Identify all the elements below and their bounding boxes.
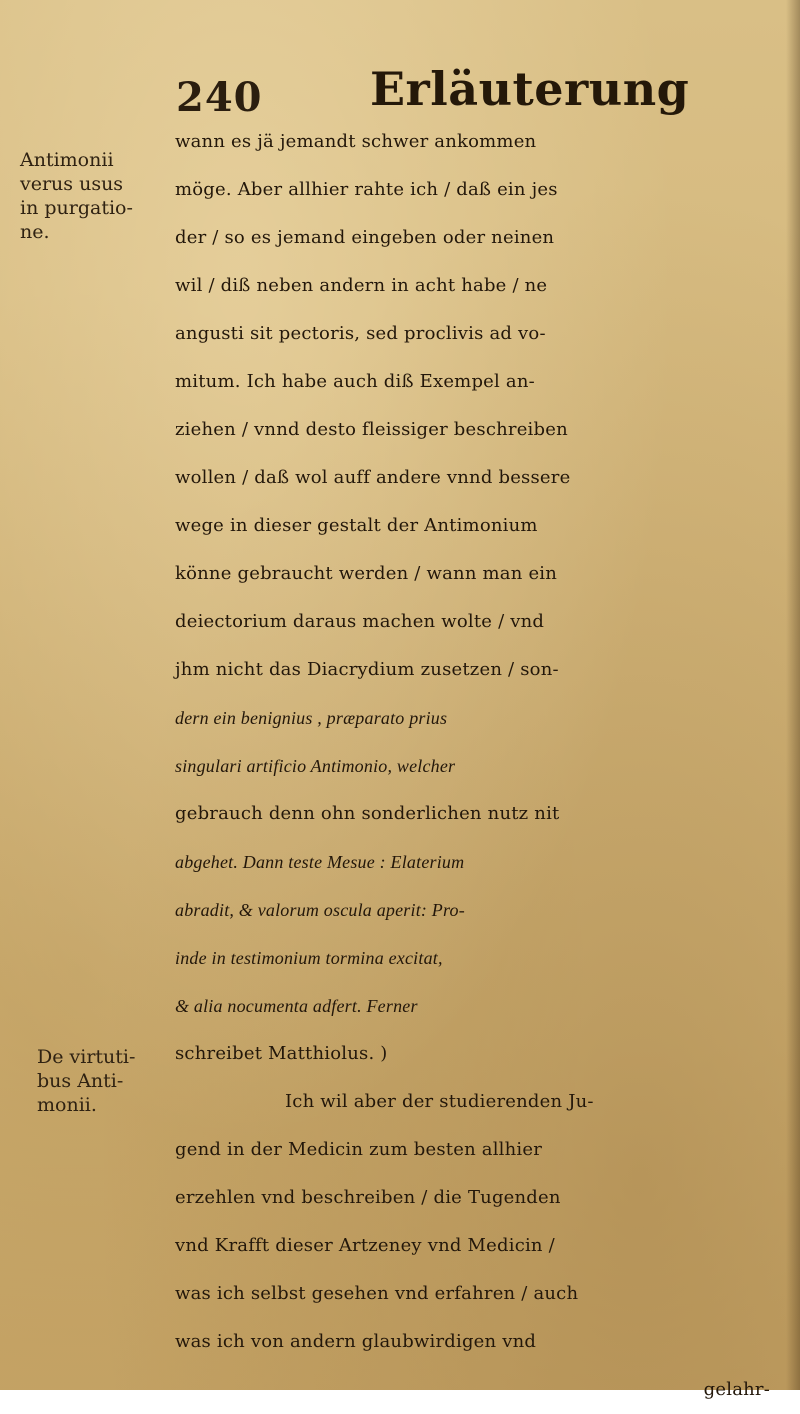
body-line: was ich selbst gesehen vnd erfahren / auch bbox=[175, 1283, 579, 1304]
body-line-latin: abradit, & valorum oscula aperit: Pro- bbox=[175, 900, 465, 920]
margin-note-line: in purgatio- bbox=[20, 197, 133, 219]
body-line: erzehlen vnd beschreiben / die Tugenden bbox=[175, 1187, 561, 1208]
margin-note-line: verus usus bbox=[20, 173, 124, 195]
body-line: wollen / daß wol auff andere vnnd bessere bbox=[175, 467, 571, 488]
body-line: deiectorium daraus machen wolte / vnd bbox=[175, 611, 545, 632]
body-line: wege in dieser gestalt der Antimonium bbox=[175, 515, 538, 536]
body-text bbox=[175, 118, 790, 1414]
body-line: was ich von andern glaubwirdigen vnd bbox=[175, 1331, 537, 1352]
body-line-latin: abgehet. Dann teste Mesue : Elaterium bbox=[175, 852, 465, 872]
body-line: ziehen / vnnd desto fleissiger beschreiben bbox=[175, 419, 568, 440]
body-line: möge. Aber allhier rahte ich / daß ein jes bbox=[175, 179, 558, 200]
body-line: mitum. Ich habe auch diß Exempel an- bbox=[175, 371, 535, 392]
body-line: schreibet Matthiolus. ) bbox=[175, 1043, 388, 1064]
body-line: gend in der Medicin zum besten allhier bbox=[175, 1139, 543, 1160]
page-header bbox=[170, 62, 690, 122]
running-title: Erläuterung bbox=[370, 62, 690, 116]
margin-note-antimonii-usus bbox=[20, 148, 133, 244]
page-number: 240 bbox=[176, 74, 263, 121]
body-line: könne gebraucht werden / wann man ein bbox=[175, 563, 558, 584]
body-line: der / so es jemand eingeben oder neinen bbox=[175, 227, 555, 248]
margin-note-line: monii. bbox=[37, 1094, 97, 1116]
body-line: Ich wil aber der studierenden Ju- bbox=[285, 1091, 594, 1112]
body-line: jhm nicht das Diacrydium zusetzen / son- bbox=[175, 659, 559, 680]
body-line: wil / diß neben andern in acht habe / ne bbox=[175, 275, 548, 296]
margin-note-line: ne. bbox=[20, 221, 50, 243]
body-line: gebrauch denn ohn sonderlichen nutz nit bbox=[175, 803, 560, 824]
margin-note-de-virtutibus bbox=[37, 1045, 135, 1117]
catchword: gelahr- bbox=[703, 1379, 770, 1400]
body-line-latin: singulari artificio Antimonio, welcher bbox=[175, 756, 456, 776]
body-line-latin: inde in testimonium tormina excitat, bbox=[175, 948, 443, 968]
margin-note-line: De virtuti- bbox=[37, 1046, 136, 1068]
body-line: wann es jä jemandt schwer ankommen bbox=[175, 131, 537, 152]
body-line-latin: dern ein benignius , præparato prius bbox=[175, 708, 448, 728]
body-line-latin: & alia nocumenta adfert. Ferner bbox=[175, 996, 418, 1016]
margin-note-line: bus Anti- bbox=[37, 1070, 124, 1092]
margin-note-line: Antimonii bbox=[20, 149, 114, 171]
body-line: angusti sit pectoris, sed proclivis ad vo- bbox=[175, 323, 546, 344]
body-line: vnd Krafft dieser Artzeney vnd Medicin / bbox=[175, 1235, 555, 1256]
